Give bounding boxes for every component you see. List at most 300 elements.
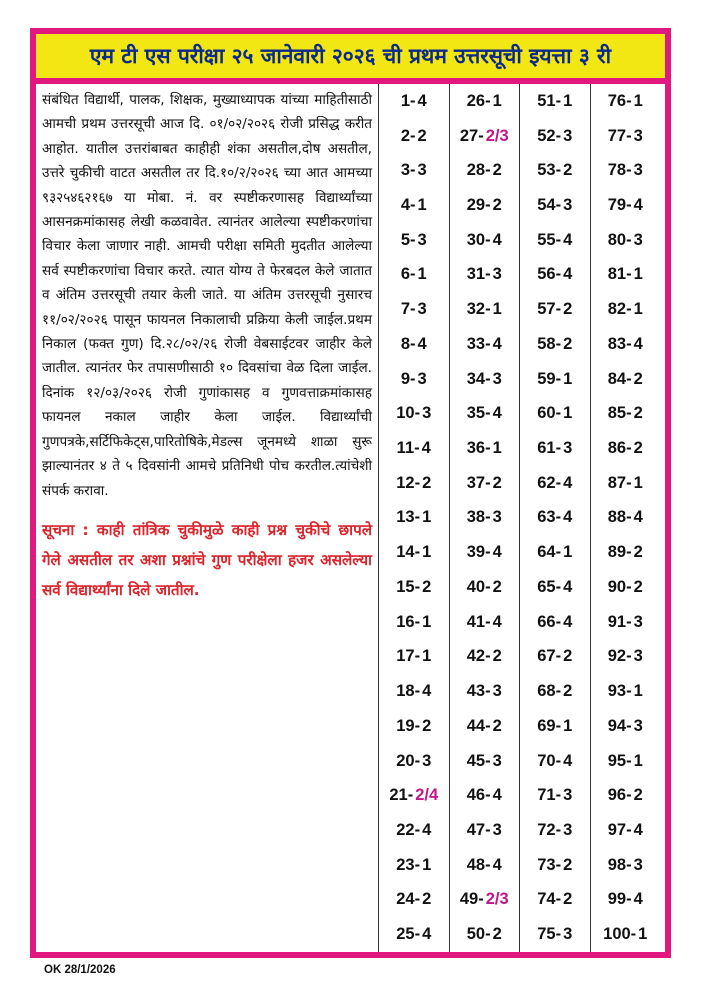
answer-cell bbox=[591, 466, 661, 501]
question-number: 98 bbox=[607, 855, 627, 874]
answer-value: 2 bbox=[563, 647, 573, 666]
answer-cell bbox=[450, 778, 520, 813]
answer-separator: - bbox=[555, 230, 562, 249]
answer-value: 3 bbox=[633, 855, 643, 874]
answer-value: 2 bbox=[563, 161, 573, 180]
answer-separator: - bbox=[555, 369, 562, 388]
question-number: 100 bbox=[603, 925, 631, 944]
answer-value: 2 bbox=[563, 855, 573, 874]
question-number: 86 bbox=[607, 439, 627, 458]
answer-value: 2 bbox=[492, 647, 502, 666]
answer-value: 4 bbox=[563, 473, 573, 492]
answer-cell bbox=[591, 674, 661, 709]
answer-separator: - bbox=[555, 334, 562, 353]
answer-value: 4 bbox=[563, 577, 573, 596]
answer-value: 1 bbox=[633, 300, 643, 319]
answer-separator: - bbox=[485, 543, 491, 562]
question-number: 44 bbox=[466, 716, 486, 735]
answer-separator: - bbox=[626, 334, 632, 353]
answer-cell bbox=[591, 188, 661, 223]
question-number: 97 bbox=[607, 820, 627, 839]
answer-separator: - bbox=[485, 612, 491, 631]
answer-cell bbox=[379, 605, 449, 640]
question-number: 49 bbox=[459, 890, 479, 909]
question-number: 11 bbox=[396, 439, 415, 458]
answer-value: 2/3 bbox=[485, 126, 509, 145]
answer-separator: - bbox=[626, 682, 632, 701]
answer-cell bbox=[450, 640, 520, 675]
answer-cell bbox=[591, 396, 661, 431]
question-number: 1 bbox=[400, 91, 410, 110]
question-number: 90 bbox=[607, 577, 627, 596]
answer-cell bbox=[520, 396, 590, 431]
answer-separator: - bbox=[485, 196, 491, 215]
answer-value: 1 bbox=[633, 91, 643, 110]
answer-value: 1 bbox=[563, 404, 573, 423]
answer-separator: - bbox=[555, 647, 562, 666]
answer-value: 2 bbox=[563, 890, 573, 909]
answer-cell bbox=[450, 883, 520, 918]
question-number: 38 bbox=[466, 508, 486, 527]
answer-cell bbox=[379, 292, 449, 327]
answer-cell bbox=[379, 778, 449, 813]
answer-cell bbox=[450, 501, 520, 536]
answer-cell bbox=[520, 119, 590, 154]
answer-cell bbox=[520, 674, 590, 709]
answer-separator: - bbox=[485, 577, 491, 596]
answer-value: 4 bbox=[492, 334, 502, 353]
answer-value: 3 bbox=[563, 786, 573, 805]
answer-cell bbox=[520, 570, 590, 605]
answer-separator: - bbox=[555, 925, 562, 944]
answer-cell bbox=[379, 674, 449, 709]
answer-separator: - bbox=[555, 196, 562, 215]
notice-panel bbox=[42, 84, 378, 952]
answer-value: 3 bbox=[417, 300, 427, 319]
answer-separator: - bbox=[626, 161, 632, 180]
answer-cell bbox=[591, 813, 661, 848]
answer-value: 4 bbox=[633, 196, 643, 215]
page-title: एम टी एस परीक्षा २५ जानेवारी २०२६ ची प्रथम उत्तरसूची इयत्ता ३ री bbox=[36, 34, 665, 84]
answer-value: 4 bbox=[492, 786, 502, 805]
question-number: 82 bbox=[607, 300, 627, 319]
answer-key-sheet bbox=[30, 28, 671, 958]
answer-cell bbox=[591, 327, 661, 362]
answer-separator: - bbox=[626, 126, 632, 145]
answer-value: 3 bbox=[633, 161, 643, 180]
question-number: 9 bbox=[400, 369, 410, 388]
answer-value: 2 bbox=[492, 925, 502, 944]
answer-value: 4 bbox=[422, 682, 432, 701]
answer-value: 1 bbox=[633, 751, 643, 770]
answer-separator: - bbox=[410, 230, 416, 249]
answer-value: 2 bbox=[492, 161, 502, 180]
question-number: 46 bbox=[466, 786, 486, 805]
answer-cell bbox=[379, 84, 449, 119]
answer-separator: - bbox=[485, 369, 491, 388]
answer-separator: - bbox=[555, 890, 562, 909]
question-number: 72 bbox=[537, 820, 556, 839]
answer-cell bbox=[591, 84, 661, 119]
question-number: 20 bbox=[396, 751, 415, 770]
answer-value: 3 bbox=[492, 820, 502, 839]
answer-value: 4 bbox=[633, 890, 643, 909]
answer-cell bbox=[591, 778, 661, 813]
answer-value: 4 bbox=[422, 820, 432, 839]
answer-cell bbox=[520, 153, 590, 188]
answer-cell bbox=[450, 292, 520, 327]
answer-separator: - bbox=[478, 126, 484, 145]
answer-value: 1 bbox=[422, 612, 432, 631]
answer-cell bbox=[591, 362, 661, 397]
answer-separator: - bbox=[410, 161, 416, 180]
answer-cell bbox=[591, 431, 661, 466]
question-number: 19 bbox=[396, 716, 415, 735]
answer-separator: - bbox=[414, 682, 421, 701]
answer-value: 4 bbox=[417, 91, 427, 110]
answer-separator: - bbox=[555, 786, 562, 805]
answer-value: 4 bbox=[563, 265, 573, 284]
answer-separator: - bbox=[414, 716, 421, 735]
question-number: 36 bbox=[466, 439, 486, 458]
answer-separator: - bbox=[414, 543, 421, 562]
answer-value: 3 bbox=[417, 230, 427, 249]
answer-separator: - bbox=[626, 508, 632, 527]
answer-separator: - bbox=[485, 682, 491, 701]
question-number: 13 bbox=[396, 508, 415, 527]
answer-value: 3 bbox=[633, 647, 643, 666]
question-number: 7 bbox=[400, 300, 410, 319]
answer-separator: - bbox=[555, 855, 562, 874]
answer-value: 3 bbox=[422, 751, 432, 770]
answer-separator: - bbox=[485, 820, 491, 839]
answer-separator: - bbox=[414, 647, 421, 666]
answer-cell bbox=[520, 84, 590, 119]
answer-value: 2/4 bbox=[415, 786, 439, 805]
answer-separator: - bbox=[626, 820, 632, 839]
answer-cell bbox=[379, 640, 449, 675]
answer-value: 3 bbox=[563, 820, 573, 839]
answer-separator: - bbox=[555, 508, 562, 527]
answer-value: 3 bbox=[492, 508, 502, 527]
answer-cell bbox=[450, 153, 520, 188]
answer-separator: - bbox=[485, 265, 491, 284]
answer-separator: - bbox=[410, 300, 416, 319]
answer-cell bbox=[379, 223, 449, 258]
question-number: 69 bbox=[537, 716, 556, 735]
question-number: 16 bbox=[396, 612, 415, 631]
question-number: 53 bbox=[537, 161, 556, 180]
answer-cell bbox=[591, 153, 661, 188]
answer-value: 1 bbox=[563, 716, 573, 735]
answer-separator: - bbox=[626, 265, 632, 284]
answer-separator: - bbox=[626, 369, 632, 388]
answer-value: 2 bbox=[422, 577, 432, 596]
answer-separator: - bbox=[414, 925, 421, 944]
answer-value: 2 bbox=[422, 473, 432, 492]
question-number: 81 bbox=[607, 265, 627, 284]
answer-value: 1 bbox=[492, 439, 502, 458]
answer-value: 3 bbox=[492, 265, 502, 284]
answer-cell bbox=[520, 744, 590, 779]
answer-separator: - bbox=[555, 682, 562, 701]
question-number: 41 bbox=[466, 612, 486, 631]
answer-separator: - bbox=[414, 404, 421, 423]
answer-separator: - bbox=[626, 91, 632, 110]
answer-cell bbox=[379, 813, 449, 848]
answer-value: 4 bbox=[417, 334, 427, 353]
question-number: 85 bbox=[607, 404, 627, 423]
question-number: 47 bbox=[466, 820, 486, 839]
answer-separator: - bbox=[626, 439, 632, 458]
answer-cell bbox=[591, 640, 661, 675]
warning-note: सूचना : काही तांत्रिक चुकीमुळे काही प्रश्न चुकीचे छापले गेले असतील तर अशा प्रश्नांचे गुण परीक्षेला हजर असलेल्या सर्व विद्यार्थ्यांना दिले जातील. bbox=[42, 520, 372, 599]
answer-separator: - bbox=[555, 612, 562, 631]
question-number: 64 bbox=[537, 543, 556, 562]
answer-cell bbox=[520, 883, 590, 918]
question-number: 55 bbox=[537, 230, 556, 249]
answer-separator: - bbox=[485, 230, 491, 249]
answer-cell bbox=[379, 188, 449, 223]
answer-value: 3 bbox=[633, 230, 643, 249]
answer-separator: - bbox=[626, 196, 632, 215]
answer-column bbox=[450, 84, 521, 952]
answer-separator: - bbox=[626, 612, 632, 631]
answer-value: 2 bbox=[492, 196, 502, 215]
answer-cell bbox=[520, 640, 590, 675]
answer-value: 1 bbox=[638, 925, 648, 944]
question-number: 15 bbox=[396, 577, 415, 596]
answer-value: 3 bbox=[563, 439, 573, 458]
question-number: 27 bbox=[459, 126, 479, 145]
answer-value: 4 bbox=[492, 230, 502, 249]
answer-separator: - bbox=[630, 925, 637, 944]
answer-separator: - bbox=[555, 300, 562, 319]
sheet-content bbox=[42, 84, 659, 952]
answer-value: 3 bbox=[492, 751, 502, 770]
answer-value: 1 bbox=[492, 300, 502, 319]
answer-separator: - bbox=[485, 925, 491, 944]
answer-separator: - bbox=[555, 91, 562, 110]
answer-cell bbox=[379, 153, 449, 188]
question-number: 62 bbox=[537, 473, 556, 492]
answer-cell bbox=[520, 292, 590, 327]
answer-value: 4 bbox=[633, 820, 643, 839]
answer-grid bbox=[378, 84, 660, 952]
answer-cell bbox=[520, 188, 590, 223]
answer-cell bbox=[591, 744, 661, 779]
answer-cell bbox=[450, 674, 520, 709]
question-number: 57 bbox=[537, 300, 556, 319]
answer-cell bbox=[520, 813, 590, 848]
answer-cell bbox=[520, 709, 590, 744]
answer-separator: - bbox=[485, 334, 491, 353]
answer-separator: - bbox=[410, 91, 416, 110]
answer-value: 2/3 bbox=[485, 890, 509, 909]
answer-separator: - bbox=[485, 300, 491, 319]
answer-separator: - bbox=[478, 890, 484, 909]
answer-separator: - bbox=[555, 265, 562, 284]
answer-cell bbox=[450, 709, 520, 744]
question-number: 88 bbox=[607, 508, 627, 527]
question-number: 84 bbox=[607, 369, 627, 388]
answer-cell bbox=[450, 917, 520, 952]
answer-value: 2 bbox=[563, 334, 573, 353]
answer-value: 1 bbox=[633, 473, 643, 492]
answer-separator: - bbox=[485, 439, 491, 458]
answer-separator: - bbox=[485, 647, 491, 666]
question-number: 22 bbox=[396, 820, 415, 839]
question-number: 91 bbox=[607, 612, 627, 631]
question-number: 79 bbox=[607, 196, 627, 215]
answer-value: 3 bbox=[563, 196, 573, 215]
answer-separator: - bbox=[414, 439, 420, 458]
answer-cell bbox=[450, 327, 520, 362]
answer-value: 2 bbox=[633, 404, 643, 423]
answer-separator: - bbox=[626, 716, 632, 735]
question-number: 37 bbox=[466, 473, 486, 492]
question-number: 50 bbox=[466, 925, 486, 944]
answer-cell bbox=[591, 535, 661, 570]
answer-value: 2 bbox=[422, 890, 432, 909]
question-number: 83 bbox=[607, 334, 627, 353]
answer-value: 2 bbox=[492, 716, 502, 735]
answer-separator: - bbox=[555, 126, 562, 145]
answer-value: 1 bbox=[422, 508, 432, 527]
answer-cell bbox=[450, 848, 520, 883]
answer-cell bbox=[520, 501, 590, 536]
answer-cell bbox=[450, 431, 520, 466]
question-number: 23 bbox=[396, 855, 415, 874]
question-number: 2 bbox=[400, 126, 410, 145]
answer-value: 4 bbox=[563, 230, 573, 249]
question-number: 52 bbox=[537, 126, 556, 145]
answer-cell bbox=[591, 292, 661, 327]
answer-separator: - bbox=[555, 161, 562, 180]
answer-value: 3 bbox=[633, 612, 643, 631]
answer-cell bbox=[520, 535, 590, 570]
answer-value: 4 bbox=[633, 334, 643, 353]
answer-value: 1 bbox=[633, 265, 643, 284]
answer-value: 2 bbox=[633, 543, 643, 562]
answer-cell bbox=[450, 744, 520, 779]
answer-value: 4 bbox=[563, 612, 573, 631]
question-number: 93 bbox=[607, 682, 627, 701]
answer-separator: - bbox=[485, 161, 491, 180]
answer-value: 2 bbox=[563, 300, 573, 319]
answer-separator: - bbox=[414, 855, 421, 874]
answer-separator: - bbox=[626, 473, 632, 492]
answer-separator: - bbox=[410, 265, 416, 284]
answer-value: 2 bbox=[633, 369, 643, 388]
question-number: 87 bbox=[607, 473, 627, 492]
answer-value: 2 bbox=[492, 577, 502, 596]
question-number: 5 bbox=[400, 230, 410, 249]
answer-value: 3 bbox=[417, 369, 427, 388]
answer-value: 3 bbox=[633, 716, 643, 735]
question-number: 33 bbox=[466, 334, 486, 353]
answer-separator: - bbox=[626, 786, 632, 805]
answer-cell bbox=[591, 605, 661, 640]
answer-value: 2 bbox=[563, 682, 573, 701]
answer-cell bbox=[591, 258, 661, 293]
question-number: 58 bbox=[537, 334, 556, 353]
answer-cell bbox=[520, 848, 590, 883]
answer-value: 4 bbox=[492, 612, 502, 631]
answer-value: 4 bbox=[563, 751, 573, 770]
answer-separator: - bbox=[626, 543, 632, 562]
answer-separator: - bbox=[410, 334, 416, 353]
answer-value: 1 bbox=[563, 543, 573, 562]
question-number: 6 bbox=[400, 265, 410, 284]
answer-cell bbox=[379, 362, 449, 397]
answer-separator: - bbox=[414, 890, 421, 909]
answer-separator: - bbox=[414, 473, 421, 492]
answer-cell bbox=[520, 778, 590, 813]
question-number: 56 bbox=[537, 265, 556, 284]
answer-cell bbox=[450, 396, 520, 431]
answer-separator: - bbox=[414, 751, 421, 770]
answer-separator: - bbox=[485, 473, 491, 492]
answer-cell bbox=[450, 188, 520, 223]
answer-value: 1 bbox=[563, 91, 573, 110]
answer-separator: - bbox=[555, 439, 562, 458]
answer-cell bbox=[520, 466, 590, 501]
answer-value: 2 bbox=[417, 126, 427, 145]
question-number: 77 bbox=[607, 126, 627, 145]
question-number: 35 bbox=[466, 404, 486, 423]
answer-value: 3 bbox=[563, 925, 573, 944]
answer-separator: - bbox=[626, 855, 632, 874]
question-number: 95 bbox=[607, 751, 627, 770]
question-number: 42 bbox=[466, 647, 486, 666]
question-number: 60 bbox=[537, 404, 556, 423]
answer-cell bbox=[450, 535, 520, 570]
question-number: 45 bbox=[466, 751, 486, 770]
question-number: 70 bbox=[537, 751, 556, 770]
answer-cell bbox=[450, 223, 520, 258]
answer-value: 1 bbox=[422, 855, 432, 874]
answer-separator: - bbox=[555, 820, 562, 839]
question-number: 17 bbox=[396, 647, 415, 666]
question-number: 78 bbox=[607, 161, 627, 180]
answer-separator: - bbox=[555, 751, 562, 770]
answer-value: 4 bbox=[492, 855, 502, 874]
question-number: 48 bbox=[466, 855, 486, 874]
answer-cell bbox=[379, 570, 449, 605]
answer-cell bbox=[450, 466, 520, 501]
question-number: 94 bbox=[607, 716, 627, 735]
answer-cell bbox=[591, 709, 661, 744]
answer-separator: - bbox=[555, 473, 562, 492]
answer-value: 4 bbox=[422, 925, 432, 944]
answer-value: 1 bbox=[492, 91, 502, 110]
question-number: 40 bbox=[466, 577, 486, 596]
question-number: 24 bbox=[396, 890, 415, 909]
question-number: 67 bbox=[537, 647, 556, 666]
question-number: 14 bbox=[396, 543, 415, 562]
answer-separator: - bbox=[485, 855, 491, 874]
notice-text: संबंधित विद्यार्थी, पालक, शिक्षक, मुख्याध्यापक यांच्या माहितीसाठी आमची प्रथम उत्तरसूची आज दि. ०१/०२/२०२६ रोजी प्रसिद्ध करीत आहोत. यातील उत्तरांबाबत काहीही शंका असतील,दोष असतील, उत्तरे चुकीची वाटत असतील तर दि.१०/२/२०२६ च्या आत आमच्या ९३२५४६२१६७ या मोबा. नं. वर स्पष्टीकरणासह विद्यार्थ्यांच्या आसनक्रमांकासह लेखी कळवावेत. त्यानंतर आलेल्या स्पष्टीकरणांचा विचार केला जाणार नाही. आमची परीक्षा समिती मुदतीत आलेल्या सर्व स्पष्टीकरणांचा विचार करते. त्यात योग्य ते फेरबदल केले जातात व अंतिम उत्तरसूची तयार केली जाते. या अंतिम उत्तरसूची नुसारच ११/०२/२०२६ पासून फायनल निकालाची प्रक्रिया केली जाईल.प्रथम निकाल (फक्त गुण) दि.२८/०२/२६ रोजी वेबसाईटवर जाहीर केले जातील. त्यानंतर फेर तपासणीसाठी १० दिवसांचा वेळ दिला जाईल. दिनांक १२/०३/२०२६ रोजी गुणांकासह व गुणवत्ताक्रमांकासह फायनल नकाल जाहीर केला जाईल. विद्यार्थ्यांची गुणपत्रके,सर्टिफिकेट्स,पारितोषिके,मेडल्स जूनमध्ये शाळा सुरू झाल्यानंतर ४ ते ५ दिवसांनी आमचे प्रतिनिधी पोच करतील.त्यांचेशी संपर्क करावा. bbox=[42, 92, 372, 499]
answer-cell bbox=[591, 883, 661, 918]
question-number: 89 bbox=[607, 543, 627, 562]
question-number: 59 bbox=[537, 369, 556, 388]
answer-separator: - bbox=[555, 716, 562, 735]
answer-separator: - bbox=[626, 751, 632, 770]
question-number: 12 bbox=[396, 473, 415, 492]
answer-separator: - bbox=[626, 890, 632, 909]
question-number: 18 bbox=[396, 682, 415, 701]
